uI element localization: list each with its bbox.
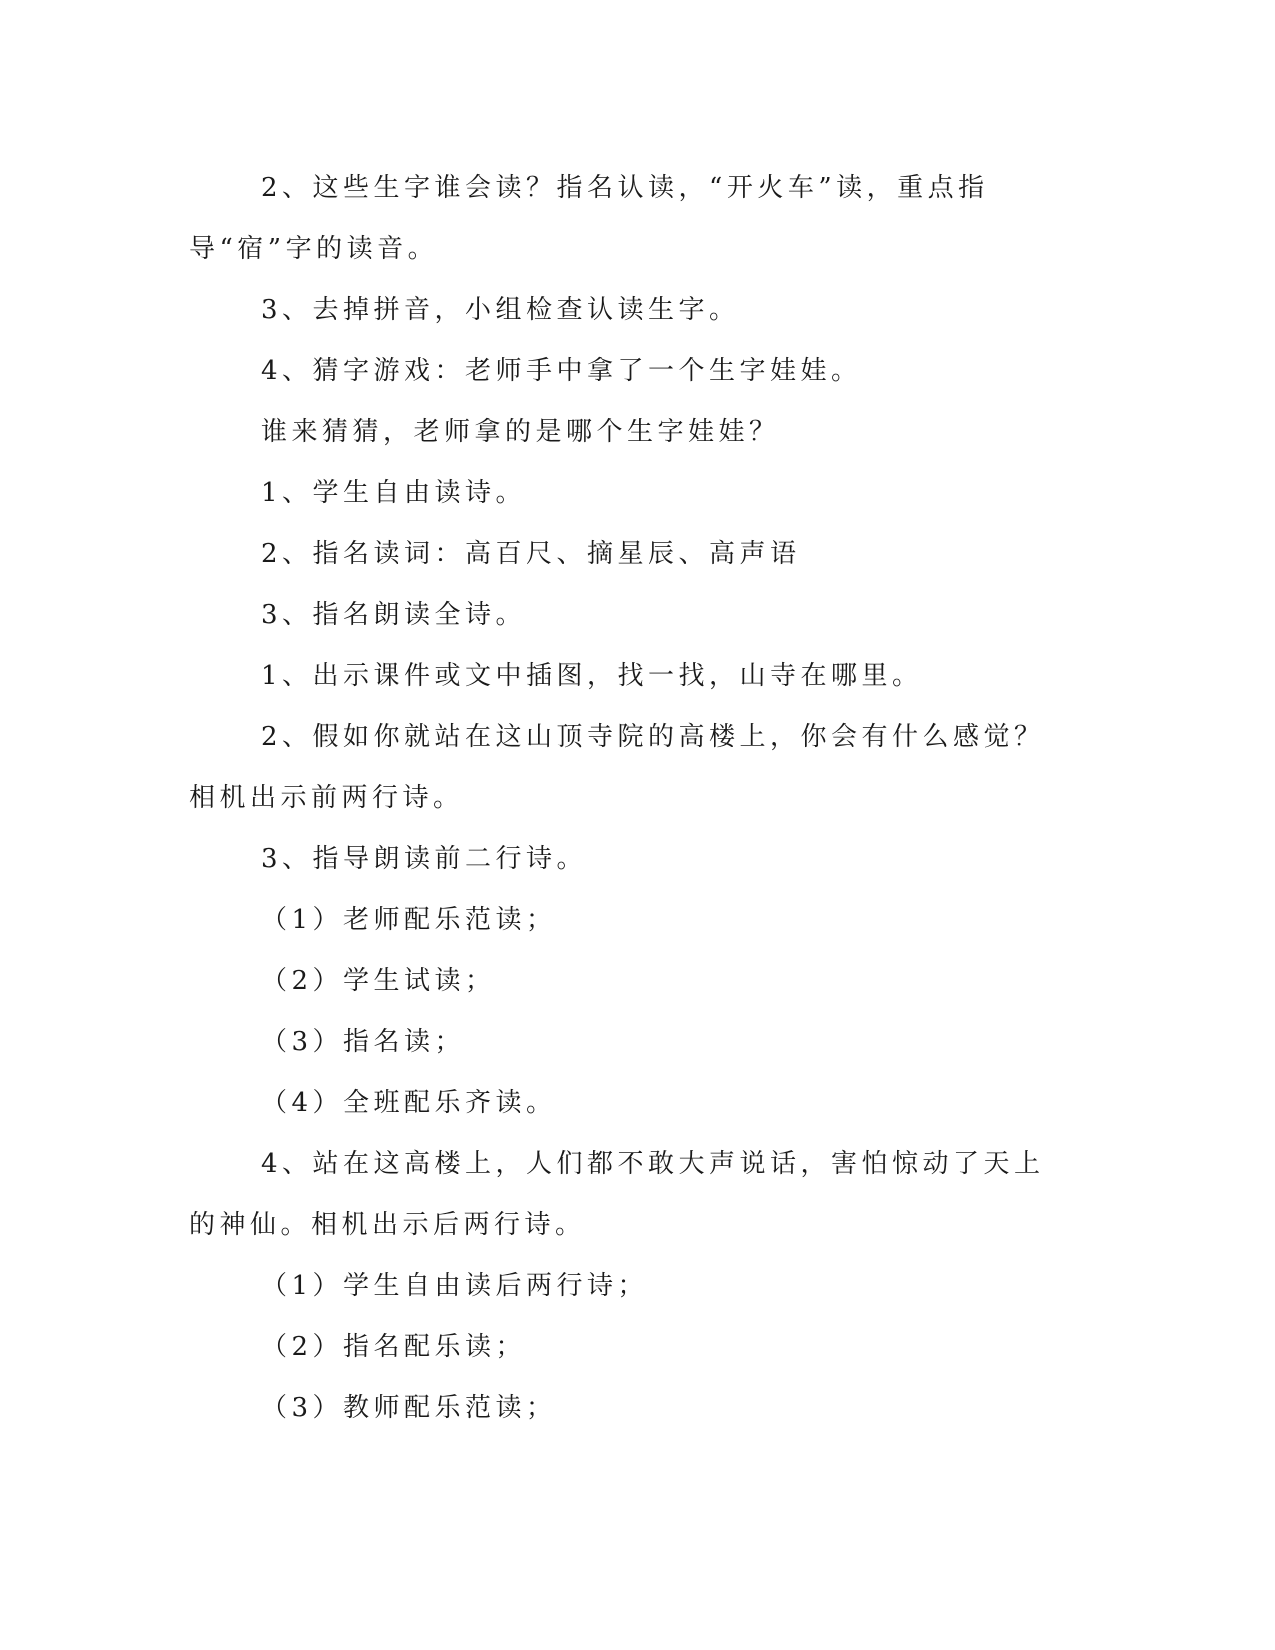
sub-paragraph: （1）老师配乐范读； — [261, 905, 557, 935]
paragraph: 1、出示课件或文中插图，找一找，山寺在哪里。 — [261, 661, 923, 691]
paragraph: 2、这些生字谁会读？指名认读，“开火车”读，重点指导“宿”字的读音。 — [189, 173, 989, 264]
sub-paragraph: （3）指名读； — [261, 1027, 466, 1057]
paragraph: 1、学生自由读诗。 — [261, 478, 527, 508]
sub-paragraph: （4）全班配乐齐读。 — [261, 1088, 557, 1118]
paragraph: 3、指导朗读前二行诗。 — [261, 844, 588, 874]
paragraph: 3、去掉拼音，小组检查认读生字。 — [261, 295, 740, 325]
sub-paragraph: （1）学生自由读后两行诗； — [261, 1271, 649, 1301]
paragraph: 谁来猜猜，老师拿的是哪个生字娃娃？ — [261, 417, 780, 447]
paragraph: 2、指名读词：高百尺、摘星辰、高声语 — [261, 539, 801, 569]
document-body — [189, 158, 1069, 1439]
sub-paragraph: （3）教师配乐范读； — [261, 1393, 557, 1423]
sub-paragraph: （2）指名配乐读； — [261, 1332, 527, 1362]
sub-paragraph: （2）学生试读； — [261, 966, 496, 996]
paragraph: 4、猜字游戏：老师手中拿了一个生字娃娃。 — [261, 356, 862, 386]
paragraph: 4、站在这高楼上，人们都不敢大声说话，害怕惊动了天上的神仙。相机出示后两行诗。 — [189, 1149, 1045, 1240]
paragraph: 3、指名朗读全诗。 — [261, 600, 527, 630]
paragraph: 2、假如你就站在这山顶寺院的高楼上，你会有什么感觉？相机出示前两行诗。 — [189, 722, 1045, 813]
